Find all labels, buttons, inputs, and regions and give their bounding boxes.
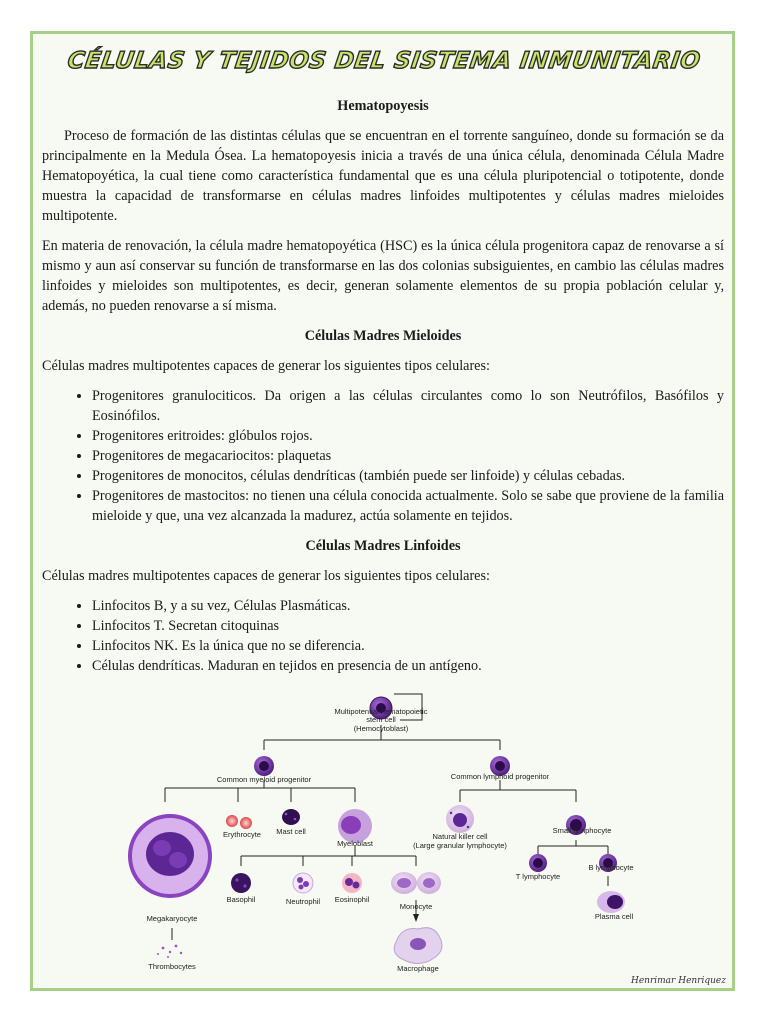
list-item: • Linfocitos B, y a su vez, Células Plasmáticas. <box>92 596 724 616</box>
lymphoid-progenitor-label: Common lymphoid progenitor <box>450 772 550 781</box>
erythrocyte-label: Erythrocyte <box>223 830 261 839</box>
neutrophil-cell <box>293 873 313 893</box>
megakaryocyte-label: Megakaryocyte <box>146 914 198 923</box>
mast-cell-label: Mast cell <box>276 827 306 836</box>
myeloblast-label: Myeloblast <box>337 839 373 848</box>
author-signature: Henrimar Henriquez <box>631 976 726 986</box>
list-item: • Células dendríticas. Maduran en tejidos en presencia de un antígeno. <box>92 656 724 676</box>
plasma-cell-label: Plasma cell <box>594 912 634 921</box>
bullet-list <box>42 386 724 526</box>
small-lymphocyte-label: Small lymphocyte <box>552 826 612 835</box>
list-item: • Linfocitos NK. Es la única que no se diferencia. <box>92 636 724 656</box>
basophil-label: Basophil <box>226 895 256 904</box>
b-lymphocyte-label: B lymphocyte <box>588 863 634 872</box>
stem-label-1: Multipotential hematopoietic <box>334 707 428 716</box>
hematopoiesis-diagram <box>0 680 768 980</box>
thrombocytes <box>157 945 182 958</box>
eosinophil-label: Eosinophil <box>334 895 370 904</box>
list-item: • Progenitores eritroides: glóbulos rojos. <box>92 426 724 446</box>
bullet-list <box>42 596 724 676</box>
section-heading-mieloides: Células Madres Mieloides <box>304 328 462 344</box>
list-item: • Progenitores de monocitos, células dendríticas (también puede ser linfoide) y células cebadas. <box>92 466 724 486</box>
paragraph: Células madres multipotentes capaces de generar los siguientes tipos celulares: <box>42 358 490 374</box>
section-heading-hematopoyesis: Hematopoyesis <box>337 98 429 114</box>
page-title: CÉLULAS Y TEJIDOS DEL SISTEMA INMUNITARIO <box>65 48 703 74</box>
list-item: • Progenitores de megacariocitos: plaquetas <box>92 446 724 466</box>
list-item: • Progenitores granulociticos. Da origen a las células circulantes como lo son Neutrófilos, Basófilos y Eosinófilos. <box>92 386 724 426</box>
section-heading-linfoides: Células Madres Linfoides <box>305 538 461 554</box>
basophil-cell <box>231 873 251 893</box>
stem-label-2: stem cell <box>366 715 396 724</box>
list-item: • Progenitores de mastocitos: no tienen una célula conocida actualmente. Solo se sabe que proviene de la familia mieloide y que, una vez alcanzada la madurez, actúa solamente en tejidos. <box>92 486 724 526</box>
erythrocyte-cell <box>226 815 238 827</box>
t-lymphocyte-label: T lymphocyte <box>515 872 561 881</box>
neutrophil-label: Neutrophil <box>285 897 321 906</box>
mast-cell <box>282 809 300 825</box>
myeloid-progenitor-label: Common myeloid progenitor <box>216 775 312 784</box>
paragraph: En materia de renovación, la célula madre hematopoyética (HSC) es la única célula progenitora capaz de renovarse a sí mismo y aun así conservar su función de transformarse en las dos colonias subsiguientes, en cambio las células madres linfoides y mieloides son multipotentes, es decir, generan solamente elementos de su propia población celular y, además, no pueden renovarse a sí misma. <box>42 238 724 314</box>
nk-cell-label-1: Natural killer cell <box>432 832 488 841</box>
nk-cell-label-2: (Large granular lymphocyte) <box>413 841 507 850</box>
document-body <box>42 96 724 686</box>
list-item: • Linfocitos T. Secretan citoquinas <box>92 616 724 636</box>
paragraph: Proceso de formación de las distintas células que se encuentran en el torrente sanguíneo, donde su formación se da principalmente en la Medula Ósea. La hematopoyesis inicia a través de una única célula, denominada Célula Madre Hematopoyética, la cual tiene como característica fundamental que es una célula pluripotencial o totipotente, donde muestra la capacidad de transformarse en células madres linfoides multipotentes y células madres mieloides multipotente. <box>42 128 724 224</box>
thrombocytes-label: Thrombocytes <box>148 962 196 971</box>
monocyte-label: Monocyte <box>399 902 433 911</box>
stem-label-3: (Hemocytoblast) <box>353 724 409 733</box>
paragraph: Células madres multipotentes capaces de generar los siguientes tipos celulares: <box>42 568 490 584</box>
macrophage-label: Macrophage <box>397 964 439 973</box>
